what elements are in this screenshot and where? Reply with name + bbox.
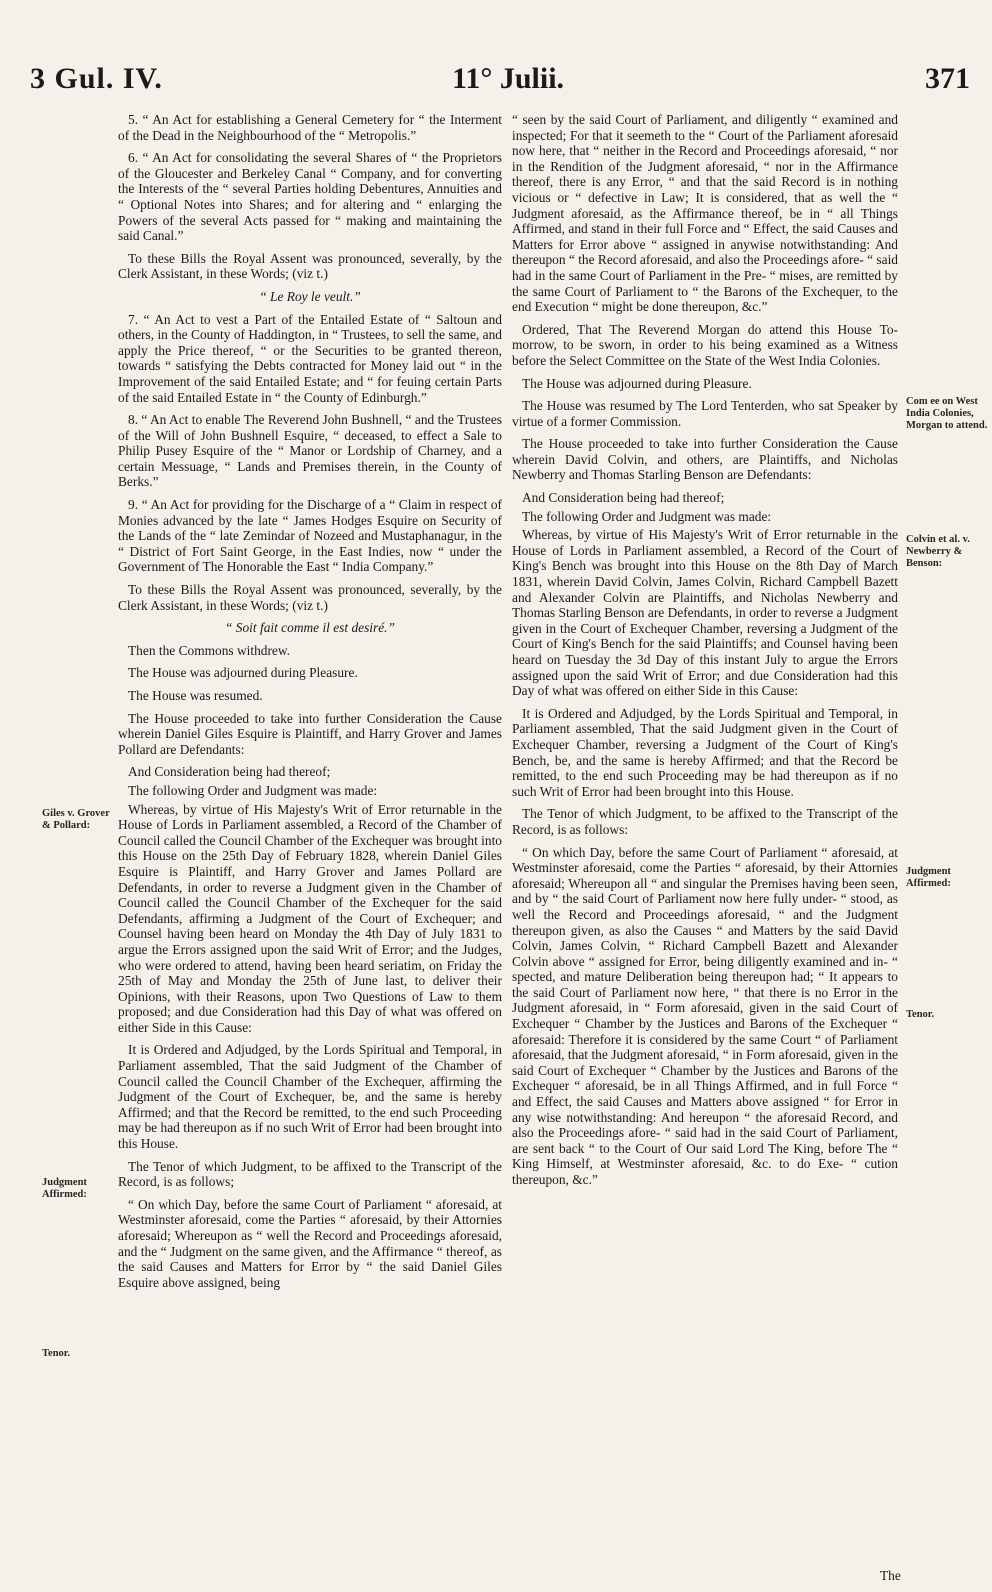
regnal-year: 3 Gul. IV. <box>30 62 163 95</box>
paragraph: And Consideration being had thereof; <box>522 490 725 506</box>
paragraph: The Tenor of which Judgment, to be affixed to the Transcript of the Record, is as follows: <box>512 806 898 837</box>
paragraph: To these Bills the Royal Assent was pronounced, severally, by the Clerk Assistant, in these Words; (viz t.) <box>118 582 502 613</box>
paragraph: The House was resumed by The Lord Tenterden, who sat Speaker by virtue of a former Commission. <box>512 398 898 429</box>
left-column <box>118 112 502 1297</box>
margin-note-judgment-affirmed-right: Judgment Affirmed: <box>906 866 951 889</box>
paragraph: The Tenor of which Judgment, to be affixed to the Transcript of the Record, is as follows; <box>118 1158 502 1190</box>
paragraph: “ Soit fait comme il est desiré.” <box>225 620 395 636</box>
margin-note-judgment-affirmed: Judgment Affirmed: <box>42 1177 87 1200</box>
paragraph: Ordered, That The Reverend Morgan do attend this House To-morrow, to be sworn, in order to his being examined as a Witness before the Select Committee on the State of the West India Colonies. <box>512 321 898 368</box>
margin-note-giles: Giles v. Grover & Pollard: <box>42 808 110 831</box>
paragraph: Then the Commons withdrew. <box>128 642 291 658</box>
margin-note-colvin: Colvin et al. v. Newberry & Benson: <box>906 534 970 569</box>
paragraph: The House was adjourned during Pleasure. <box>128 665 358 681</box>
paragraph: To these Bills the Royal Assent was pronounced, severally, by the Clerk Assistant, in these Words; (viz t.) <box>118 250 502 282</box>
paragraph: The House was adjourned during Pleasure. <box>522 375 752 391</box>
page-date: 11° Julii. <box>452 62 565 95</box>
page-header <box>0 62 992 106</box>
paragraph: 5. “ An Act for establishing a General Cemetery for “ the Interment of the Dead in the Neighbourhood of the “ Metropolis.” <box>118 112 502 143</box>
paragraph: The House proceeded to take into further Consideration the Cause wherein David Colvin, and others, are Plaintiffs, and Nicholas Newberry and Thomas Starling Benson are Defendants: <box>512 436 898 483</box>
paragraph: The following Order and Judgment was made: <box>128 782 378 798</box>
margin-note-tenor-right: Tenor. <box>906 1009 935 1020</box>
paragraph: It is Ordered and Adjudged, by the Lords Spiritual and Temporal, in Parliament assembled, That the said Judgment given in the Court of Exchequer Chamber, reversing a Judgment of the Court of King's Bench, be, and the same is hereby Affirmed; and that the Record be remitted, to the end such Proceeding may be had thereupon as if no such Writ of Error had been brought into this House. <box>512 705 898 799</box>
paragraph: It is Ordered and Adjudged, by the Lords Spiritual and Temporal, in Parliament assembled, That the said Judgment of the Chamber of Council called the Council Chamber of the Exchequer, affirming the Judgment of the Court of Exchequer, be, and the same is hereby Affirmed; and that the Record be remitted, to the end such Proceeding may be had thereupon as if no such Writ of Error had been brought into this House. <box>118 1042 502 1152</box>
margin-note-tenor: Tenor. <box>42 1348 71 1359</box>
margin-note-west-india: Com ee on West India Colonies, Morgan to attend. <box>906 396 988 431</box>
paragraph: “ seen by the said Court of Parliament, and diligently “ examined and inspected; For that it seemeth to the “ Court of the Parliament aforesaid now here, that “ neither in the Record and Proceedings aforesaid, “ nor in the Rendition of the Judgment aforesaid, “ nor in the Affirmance thereof, there is any Error, “ and that the said Record is in nothing vicious or “ defective in Law; It is considered, that as well the “ Judgment aforesaid, as the Affirmance thereof, be in “ all Things Affirmed, and stand in their full Force and “ Effect, the said Causes and Matters for Error above “ assigned in anywise notwithstanding: And thereupon “ the Record aforesaid, and also the Proceedings afore- “ said had in the same Court of Parliament in the Pre- “ mises, are remitted by the same Court of Parliament to “ the Barons of the Exchequer, to the end Execution “ might be done thereupon, &c.” <box>512 112 898 315</box>
paragraph: The House proceeded to take into further Consideration the Cause wherein Daniel Giles Esquire is Plaintiff, and Harry Grover and James Pollard are Defendants: <box>118 710 502 757</box>
paragraph: 8. “ An Act to enable The Reverend John Bushnell, “ and the Trustees of the Will of John Bushnell Esquire, “ deceased, to effect a Sale to Philip Pusey Esquire of the “ Manor or Lordship of Charney, and a certain Messuage, “ Lands and Premises therein, in the County of Berks.” <box>118 412 502 490</box>
page-number: 371 <box>925 62 970 95</box>
paragraph: And Consideration being had thereof; <box>128 764 331 780</box>
paragraph: The following Order and Judgment was made: <box>522 508 772 524</box>
paragraph: 7. “ An Act to vest a Part of the Entailed Estate of “ Saltoun and others, in the County of Haddington, in “ Trustees, to sell the same, and apply the Price thereof, “ or the Securities to be granted thereon, towards “ satisfying the Debts contracted for Money laid out “ in the Improvement of the said Entailed Estate; and “ for feuing certain Parts of the said Entailed Estate in “ the County of Edinburgh.” <box>118 311 502 405</box>
paragraph: 9. “ An Act for providing for the Discharge of a “ Claim in respect of Monies advanced by the late “ James Hodges Esquire on Security of the Lands of the “ late Zemindar of Nozeed and Mustaphanagur, in the “ District of Fort Saint George, in the East Indies, now “ under the Government of The Honorable the East “ India Company.” <box>118 497 502 575</box>
paragraph: 6. “ An Act for consolidating the several Shares of “ the Proprietors of the Gloucester and Berkeley Canal “ Company, and for converting the Interests of the “ several Parties holding Debentures, Annuities and “ Optional Notes into Shares; and for altering and “ enlarging the Powers of the several Acts passed for “ making and maintaining the said Canal.” <box>118 150 502 244</box>
paragraph: “ Le Roy le veult.” <box>259 288 361 304</box>
paragraph: Whereas, by virtue of His Majesty's Writ of Error returnable in the House of Lords in Parliament assembled, a Record of the Chamber of Council called the Council Chamber of the Exchequer was brought into this House on the 25th Day of February 1828, wherein Daniel Giles Esquire is Plaintiff, and Harry Grover and James Pollard are Defendants, in order to reverse a Judgment given in the Chamber of Council called the Council Chamber of the Exchequer for the said Defendants, affirming a Judgment of the Court of Exchequer; and Counsel having been heard on Monday the 4th Day of July 1831 to argue the Errors assigned upon the said Writ of Error; and the Judges, who were ordered to attend, having been heard seriatim, on Friday the 25th of May and Monday the 25th of June last, to deliver their Opinions, with their Reasons, upon Two Questions of Law to them proposed; and due Consideration had this Day of what was offered on either Side in this Cause: <box>118 801 502 1035</box>
paragraph: “ On which Day, before the same Court of Parliament “ aforesaid, at Westminster aforesaid, come the Parties “ aforesaid, by their Attornies aforesaid; Whereupon all “ and singular the Premises having been seen, and by “ the said Court of Parliament now here fully under- “ stood, as well the Record and Proceedings aforesaid, “ and the Judgment thereupon given, as also the Causes “ and Matters by the said David Colvin, James Colvin, “ Richard Campbell Bazett and Alexander Colvin above “ assigned for Error, being diligently examined and in- “ spected, and mature Deliberation being thereupon had; “ It appears to the said Court of Parliament now here, “ that there is no Error in the Judgment aforesaid, in “ Form aforesaid, given in the said Court of Exchequer “ Chamber by the Justices and Barons of the Exchequer “ aforesaid: Therefore it is considered by the same Court “ of Parliament aforesaid, that the Judgment aforesaid, “ in Form aforesaid, given in the said Court of Exchequer “ Chamber by the Justices and Barons of the Exchequer “ aforesaid, be in all Things Affirmed, and in full Force “ and Effect, the said Causes and Matters above assigned “ for Error in any wise notwithstanding: And hereupon “ the aforesaid Record, and also the Proceedings afore- “ said had in the said Court of Parliament, are sent back “ to the Court of Our said Lord The King, before The “ King Himself, at Westminster aforesaid, &c. to do Exe- “ cution thereupon, &c.” <box>512 844 898 1187</box>
catchword: The <box>880 1568 901 1583</box>
right-column <box>512 112 898 1195</box>
paragraph: “ On which Day, before the same Court of Parliament “ aforesaid, at Westminster aforesaid, come the Parties “ aforesaid, by their Attornies aforesaid; Whereupon as “ well the Record and Proceedings aforesaid, and the “ Judgment on the same given, and the Affirmance “ thereof, as the said Causes and Matters for Error by “ the said Daniel Giles Esquire above assigned, being <box>118 1196 502 1290</box>
paragraph: Whereas, by virtue of His Majesty's Writ of Error returnable in the House of Lords in Parliament assembled, a Record of the Court of King's Bench was brought into this House on the 8th Day of March 1831, wherein David Colvin, James Colvin, Richard Campbell Bazett and Alexander Colvin are Plaintiffs, and Nicholas Newberry and Thomas Starling Benson are Defendants, in order to reverse a Judgment given in the Court of Exchequer Chamber, reversing a Judgment of the Court of King's Bench for the said Plaintiffs; and Counsel having been heard on Tuesday the 3d Day of this instant July to argue the Errors assigned upon the said Writ of Error; and due Consideration had this Day of what was offered on either Side in this Cause: <box>512 527 898 699</box>
paragraph: The House was resumed. <box>128 688 263 703</box>
